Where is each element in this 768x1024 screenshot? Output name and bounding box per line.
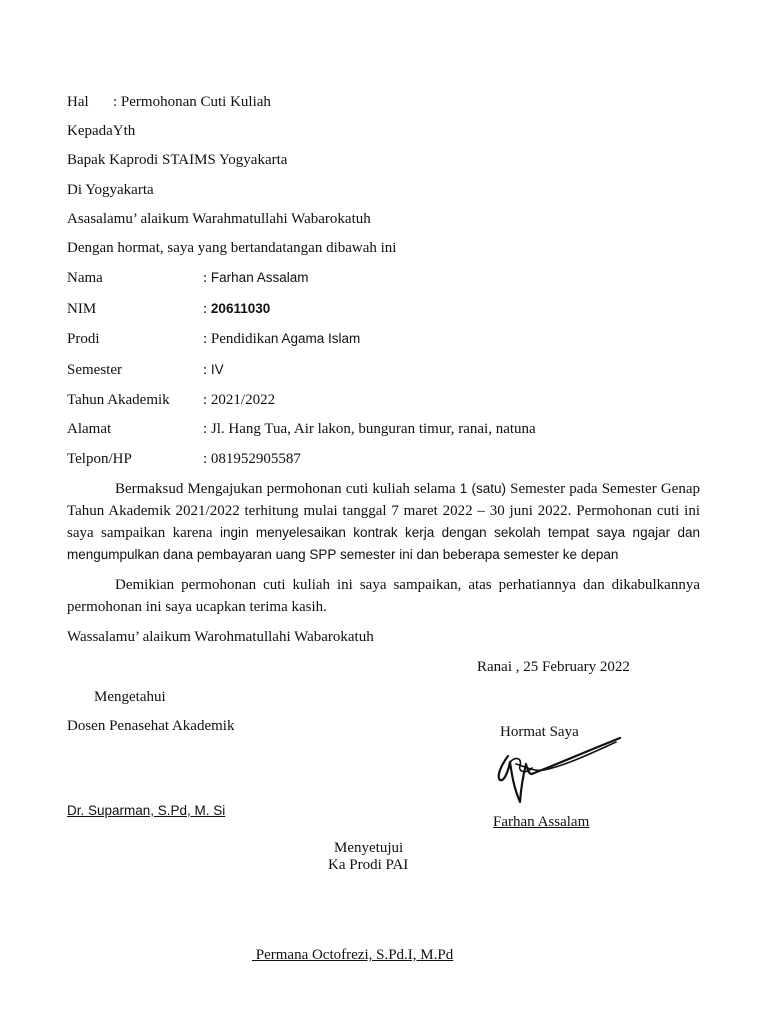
body1-l3-text-a: saya sampaikan karena xyxy=(67,525,220,541)
closing-greeting: Wassalamu’ alaikum Warohmatullahi Wabarokatuh xyxy=(67,629,374,645)
subject-value: : Permohonan Cuti Kuliah xyxy=(113,94,271,110)
opening-greeting: Asasalamu’ alaikum Warahmatullahi Wabarokatuh xyxy=(67,211,371,227)
signature-image xyxy=(490,728,630,806)
field-label-nama: Nama xyxy=(67,270,103,286)
nama-colon: : xyxy=(203,270,211,286)
nim-text: 20611030 xyxy=(210,301,271,316)
body-paragraph-2-line-2: permohonan ini saya ucapkan terima kasih. xyxy=(67,599,327,615)
semester-text: IV xyxy=(210,362,224,377)
closing-hormat: Hormat Saya xyxy=(500,724,579,740)
addressee-prefix: KepadaYth xyxy=(67,123,136,139)
field-value-semester xyxy=(203,361,224,379)
body-paragraph-2-line-1: Demikian permohonan cuti kuliah ini saya sampaikan, atas perhatiannya dan dikabulkannya xyxy=(115,577,700,593)
body-paragraph-1-line-3 xyxy=(67,524,700,542)
field-label-alamat: Alamat xyxy=(67,421,112,437)
body1-text-c: Semester pada Semester Genap xyxy=(505,481,700,497)
field-value-prodi xyxy=(203,330,360,348)
semester-colon: : xyxy=(203,362,211,378)
nim-colon: : xyxy=(203,301,211,317)
field-label-semester: Semester xyxy=(67,362,122,378)
intro-line: Dengan hormat, saya yang bertandatangan dibawah ini xyxy=(67,240,397,256)
field-label-prodi: Prodi xyxy=(67,331,100,347)
body1-text-b: 1 (satu) xyxy=(459,481,506,496)
subject-label: Hal xyxy=(67,94,89,110)
field-value-tahun: : 2021/2022 xyxy=(203,392,276,408)
recipient-place: Di Yogyakarta xyxy=(67,182,154,198)
field-value-alamat: : Jl. Hang Tua, Air lakon, bunguran timur, ranai, natuna xyxy=(203,421,536,437)
body1-l3-text-b: ingin menyelesaikan kontrak kerja dengan sekolah tempat saya ngajar dan xyxy=(219,525,700,540)
mengetahui-label: Mengetahui xyxy=(94,689,166,705)
subject-line xyxy=(67,93,271,111)
body-paragraph-1-line-1 xyxy=(115,480,700,498)
menyetujui-label: Menyetujui xyxy=(334,840,404,856)
field-label-tahun: Tahun Akademik xyxy=(67,392,170,408)
field-label-nim: NIM xyxy=(67,301,97,317)
body-paragraph-1-line-4: mengumpulkan dana pembayaran uang SPP semester ini dan beberapa semester ke depan xyxy=(67,547,619,562)
body1-text-a: Bermaksud Mengajukan permohonan cuti kuliah selama xyxy=(115,481,460,497)
prodi-colon: : Pendidika xyxy=(203,331,271,347)
field-value-nama xyxy=(203,269,308,287)
field-label-telpon: Telpon/HP xyxy=(67,451,132,467)
kaprodi-title: Ka Prodi PAI xyxy=(328,857,409,873)
signer-name: Farhan Assalam xyxy=(493,814,590,830)
advisor-title: Dosen Penasehat Akademik xyxy=(67,718,235,734)
field-value-telpon: : 081952905587 xyxy=(203,451,301,467)
prodi-text: n Agama Islam xyxy=(270,331,361,346)
advisor-name: Dr. Suparman, S.Pd, M. Si xyxy=(67,803,226,818)
nama-text: Farhan Assalam xyxy=(210,270,309,285)
field-value-nim xyxy=(203,300,270,318)
date-line: Ranai , 25 February 2022 xyxy=(477,659,630,675)
body-paragraph-1-line-2: Tahun Akademik 2021/2022 terhitung mulai tanggal 7 maret 2022 – 30 juni 2022. Permohonan cuti ini xyxy=(67,503,700,519)
kaprodi-name: Permana Octofrezi, S.Pd.I, M.Pd xyxy=(252,947,454,963)
recipient: Bapak Kaprodi STAIMS Yogyakarta xyxy=(67,152,288,168)
